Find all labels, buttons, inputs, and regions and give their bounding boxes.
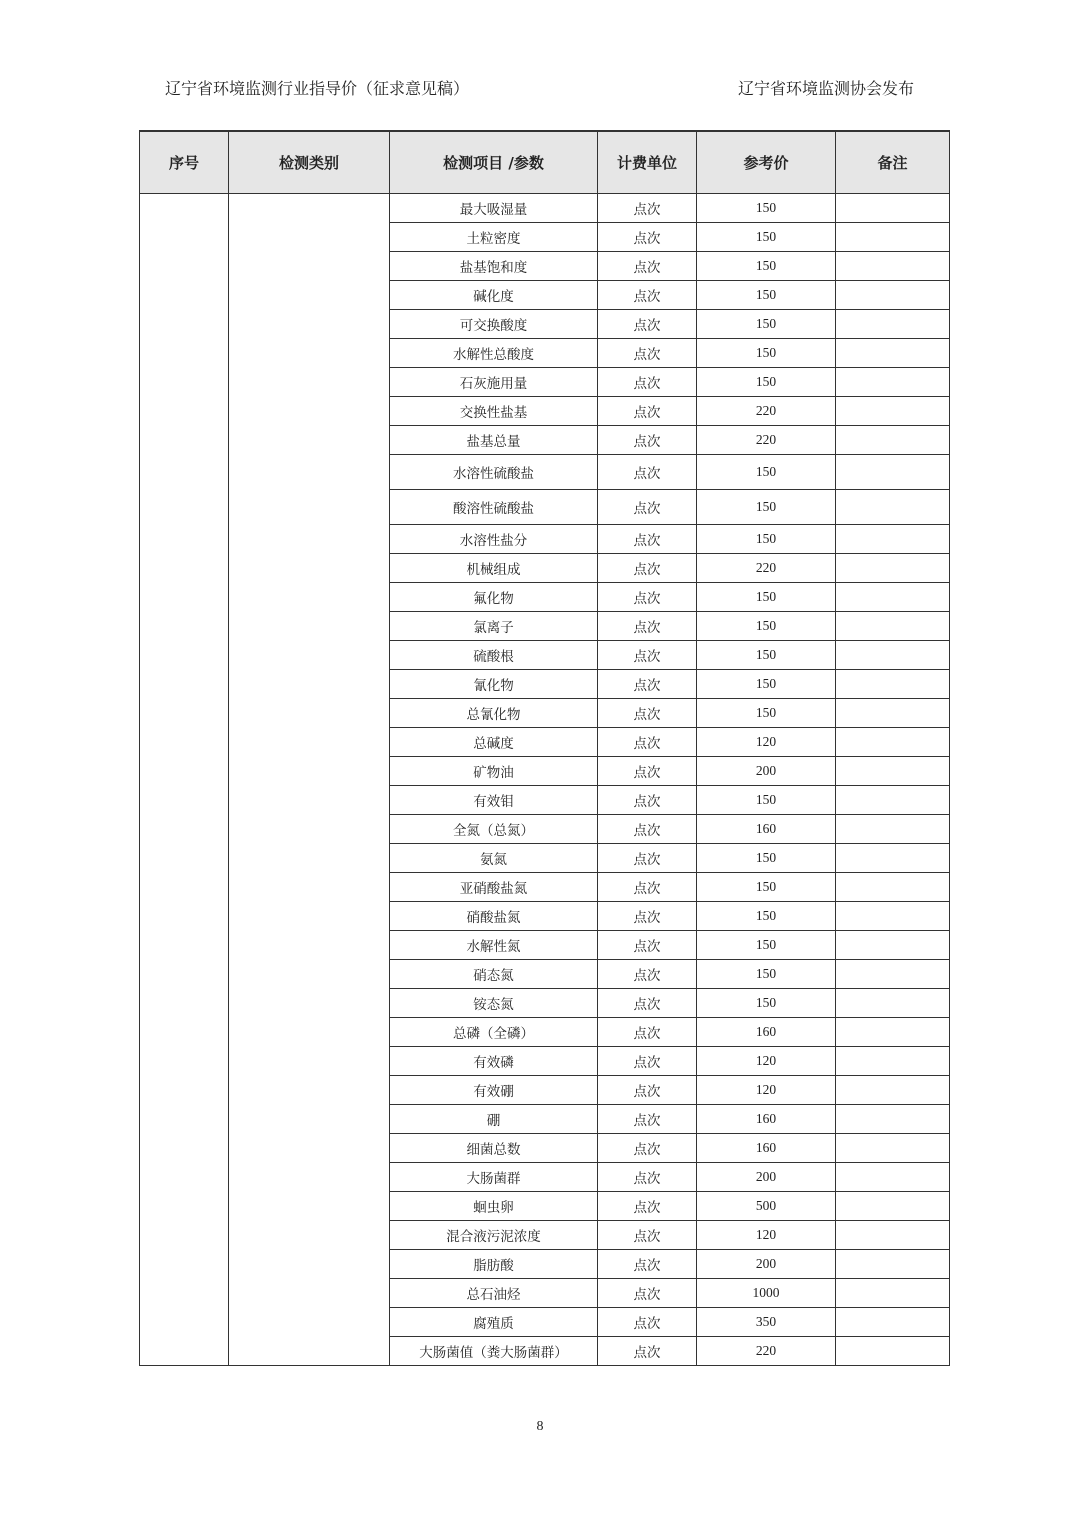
unit-cell: 点次 bbox=[598, 1279, 697, 1308]
item-cell: 水溶性硫酸盐 bbox=[390, 455, 598, 490]
unit-cell: 点次 bbox=[598, 525, 697, 554]
item-cell: 腐殖质 bbox=[390, 1308, 598, 1337]
price-cell: 150 bbox=[697, 612, 836, 641]
unit-cell: 点次 bbox=[598, 641, 697, 670]
price-cell: 220 bbox=[697, 397, 836, 426]
serial-cell bbox=[140, 194, 229, 1366]
unit-cell: 点次 bbox=[598, 223, 697, 252]
price-cell: 150 bbox=[697, 873, 836, 902]
price-cell: 150 bbox=[697, 368, 836, 397]
price-cell: 150 bbox=[697, 960, 836, 989]
unit-cell: 点次 bbox=[598, 1337, 697, 1366]
unit-cell: 点次 bbox=[598, 1076, 697, 1105]
unit-cell: 点次 bbox=[598, 931, 697, 960]
note-cell bbox=[836, 223, 950, 252]
price-cell: 150 bbox=[697, 525, 836, 554]
item-cell: 石灰施用量 bbox=[390, 368, 598, 397]
note-cell bbox=[836, 455, 950, 490]
unit-cell: 点次 bbox=[598, 902, 697, 931]
note-cell bbox=[836, 525, 950, 554]
item-cell: 硝态氮 bbox=[390, 960, 598, 989]
item-cell: 有效钼 bbox=[390, 786, 598, 815]
table-header-row bbox=[140, 131, 950, 194]
item-cell: 水溶性盐分 bbox=[390, 525, 598, 554]
price-cell: 150 bbox=[697, 670, 836, 699]
note-cell bbox=[836, 1163, 950, 1192]
note-cell bbox=[836, 1076, 950, 1105]
unit-cell: 点次 bbox=[598, 757, 697, 786]
price-cell: 160 bbox=[697, 1134, 836, 1163]
unit-cell: 点次 bbox=[598, 455, 697, 490]
item-cell: 脂肪酸 bbox=[390, 1250, 598, 1279]
unit-cell: 点次 bbox=[598, 728, 697, 757]
item-cell: 机械组成 bbox=[390, 554, 598, 583]
price-cell: 200 bbox=[697, 757, 836, 786]
price-cell: 150 bbox=[697, 699, 836, 728]
note-cell bbox=[836, 1337, 950, 1366]
note-cell bbox=[836, 815, 950, 844]
note-cell bbox=[836, 989, 950, 1018]
item-cell: 最大吸湿量 bbox=[390, 194, 598, 223]
category-cell bbox=[229, 194, 390, 1366]
price-cell: 120 bbox=[697, 728, 836, 757]
note-cell bbox=[836, 902, 950, 931]
price-cell: 150 bbox=[697, 641, 836, 670]
price-cell: 120 bbox=[697, 1047, 836, 1076]
note-cell bbox=[836, 844, 950, 873]
table-body bbox=[140, 194, 950, 1366]
note-cell bbox=[836, 1308, 950, 1337]
unit-cell: 点次 bbox=[598, 786, 697, 815]
item-cell: 氰化物 bbox=[390, 670, 598, 699]
price-cell: 150 bbox=[697, 989, 836, 1018]
note-cell bbox=[836, 339, 950, 368]
unit-cell: 点次 bbox=[598, 699, 697, 728]
item-cell: 总碱度 bbox=[390, 728, 598, 757]
item-cell: 总磷（全磷） bbox=[390, 1018, 598, 1047]
column-header-item: 检测项目 /参数 bbox=[390, 131, 598, 194]
unit-cell: 点次 bbox=[598, 1192, 697, 1221]
note-cell bbox=[836, 1279, 950, 1308]
price-cell: 120 bbox=[697, 1221, 836, 1250]
price-cell: 200 bbox=[697, 1163, 836, 1192]
unit-cell: 点次 bbox=[598, 1221, 697, 1250]
unit-cell: 点次 bbox=[598, 960, 697, 989]
price-cell: 150 bbox=[697, 310, 836, 339]
price-cell: 200 bbox=[697, 1250, 836, 1279]
note-cell bbox=[836, 281, 950, 310]
note-cell bbox=[836, 699, 950, 728]
note-cell bbox=[836, 641, 950, 670]
unit-cell: 点次 bbox=[598, 1047, 697, 1076]
item-cell: 水解性氮 bbox=[390, 931, 598, 960]
unit-cell: 点次 bbox=[598, 873, 697, 902]
price-cell: 1000 bbox=[697, 1279, 836, 1308]
note-cell bbox=[836, 1018, 950, 1047]
price-cell: 150 bbox=[697, 902, 836, 931]
unit-cell: 点次 bbox=[598, 670, 697, 699]
unit-cell: 点次 bbox=[598, 426, 697, 455]
item-cell: 水解性总酸度 bbox=[390, 339, 598, 368]
item-cell: 碱化度 bbox=[390, 281, 598, 310]
unit-cell: 点次 bbox=[598, 554, 697, 583]
unit-cell: 点次 bbox=[598, 1018, 697, 1047]
price-cell: 500 bbox=[697, 1192, 836, 1221]
unit-cell: 点次 bbox=[598, 281, 697, 310]
item-cell: 总石油烃 bbox=[390, 1279, 598, 1308]
item-cell: 矿物油 bbox=[390, 757, 598, 786]
item-cell: 总氰化物 bbox=[390, 699, 598, 728]
price-cell: 150 bbox=[697, 490, 836, 525]
note-cell bbox=[836, 757, 950, 786]
item-cell: 交换性盐基 bbox=[390, 397, 598, 426]
item-cell: 土粒密度 bbox=[390, 223, 598, 252]
item-cell: 盐基饱和度 bbox=[390, 252, 598, 281]
note-cell bbox=[836, 670, 950, 699]
price-cell: 150 bbox=[697, 281, 836, 310]
item-cell: 蛔虫卵 bbox=[390, 1192, 598, 1221]
item-cell: 铵态氮 bbox=[390, 989, 598, 1018]
price-cell: 150 bbox=[697, 786, 836, 815]
note-cell bbox=[836, 194, 950, 223]
note-cell bbox=[836, 786, 950, 815]
item-cell: 可交换酸度 bbox=[390, 310, 598, 339]
price-cell: 160 bbox=[697, 1018, 836, 1047]
column-header-price: 参考价 bbox=[697, 131, 836, 194]
unit-cell: 点次 bbox=[598, 583, 697, 612]
note-cell bbox=[836, 252, 950, 281]
unit-cell: 点次 bbox=[598, 368, 697, 397]
item-cell: 酸溶性硫酸盐 bbox=[390, 490, 598, 525]
note-cell bbox=[836, 960, 950, 989]
note-cell bbox=[836, 397, 950, 426]
header-right-publisher: 辽宁省环境监测协会发布 bbox=[738, 79, 915, 98]
note-cell bbox=[836, 1105, 950, 1134]
unit-cell: 点次 bbox=[598, 612, 697, 641]
unit-cell: 点次 bbox=[598, 1163, 697, 1192]
unit-cell: 点次 bbox=[598, 1134, 697, 1163]
note-cell bbox=[836, 728, 950, 757]
price-cell: 150 bbox=[697, 194, 836, 223]
item-cell: 全氮（总氮） bbox=[390, 815, 598, 844]
price-cell: 150 bbox=[697, 455, 836, 490]
note-cell bbox=[836, 1221, 950, 1250]
item-cell: 氯离子 bbox=[390, 612, 598, 641]
unit-cell: 点次 bbox=[598, 1308, 697, 1337]
price-cell: 350 bbox=[697, 1308, 836, 1337]
note-cell bbox=[836, 1047, 950, 1076]
item-cell: 大肠菌群 bbox=[390, 1163, 598, 1192]
unit-cell: 点次 bbox=[598, 989, 697, 1018]
price-cell: 220 bbox=[697, 1337, 836, 1366]
note-cell bbox=[836, 873, 950, 902]
note-cell bbox=[836, 368, 950, 397]
item-cell: 硝酸盐氮 bbox=[390, 902, 598, 931]
price-cell: 150 bbox=[697, 931, 836, 960]
unit-cell: 点次 bbox=[598, 1105, 697, 1134]
price-cell: 150 bbox=[697, 223, 836, 252]
column-header-serial: 序号 bbox=[140, 131, 229, 194]
note-cell bbox=[836, 931, 950, 960]
item-cell: 硼 bbox=[390, 1105, 598, 1134]
price-cell: 150 bbox=[697, 252, 836, 281]
column-header-category: 检测类别 bbox=[229, 131, 390, 194]
price-cell: 160 bbox=[697, 815, 836, 844]
note-cell bbox=[836, 1250, 950, 1279]
price-cell: 150 bbox=[697, 339, 836, 368]
item-cell: 细菌总数 bbox=[390, 1134, 598, 1163]
unit-cell: 点次 bbox=[598, 1250, 697, 1279]
item-cell: 有效硼 bbox=[390, 1076, 598, 1105]
note-cell bbox=[836, 1192, 950, 1221]
item-cell: 氨氮 bbox=[390, 844, 598, 873]
note-cell bbox=[836, 1134, 950, 1163]
item-cell: 盐基总量 bbox=[390, 426, 598, 455]
header-left-title: 辽宁省环境监测行业指导价（征求意见稿） bbox=[165, 79, 470, 98]
price-cell: 150 bbox=[697, 583, 836, 612]
price-table bbox=[139, 130, 950, 1366]
note-cell bbox=[836, 310, 950, 339]
price-cell: 160 bbox=[697, 1105, 836, 1134]
item-cell: 有效磷 bbox=[390, 1047, 598, 1076]
price-cell: 220 bbox=[697, 426, 836, 455]
price-cell: 220 bbox=[697, 554, 836, 583]
unit-cell: 点次 bbox=[598, 844, 697, 873]
page-number: 8 bbox=[536, 1419, 544, 1434]
note-cell bbox=[836, 490, 950, 525]
item-cell: 硫酸根 bbox=[390, 641, 598, 670]
unit-cell: 点次 bbox=[598, 252, 697, 281]
price-cell: 150 bbox=[697, 844, 836, 873]
item-cell: 混合液污泥浓度 bbox=[390, 1221, 598, 1250]
column-header-unit: 计费单位 bbox=[598, 131, 697, 194]
note-cell bbox=[836, 612, 950, 641]
note-cell bbox=[836, 583, 950, 612]
price-cell: 120 bbox=[697, 1076, 836, 1105]
note-cell bbox=[836, 554, 950, 583]
unit-cell: 点次 bbox=[598, 397, 697, 426]
table-row bbox=[140, 194, 950, 223]
unit-cell: 点次 bbox=[598, 815, 697, 844]
note-cell bbox=[836, 426, 950, 455]
unit-cell: 点次 bbox=[598, 194, 697, 223]
item-cell: 氟化物 bbox=[390, 583, 598, 612]
unit-cell: 点次 bbox=[598, 310, 697, 339]
unit-cell: 点次 bbox=[598, 339, 697, 368]
unit-cell: 点次 bbox=[598, 490, 697, 525]
item-cell: 大肠菌值（粪大肠菌群） bbox=[390, 1337, 598, 1366]
column-header-note: 备注 bbox=[836, 131, 950, 194]
item-cell: 亚硝酸盐氮 bbox=[390, 873, 598, 902]
